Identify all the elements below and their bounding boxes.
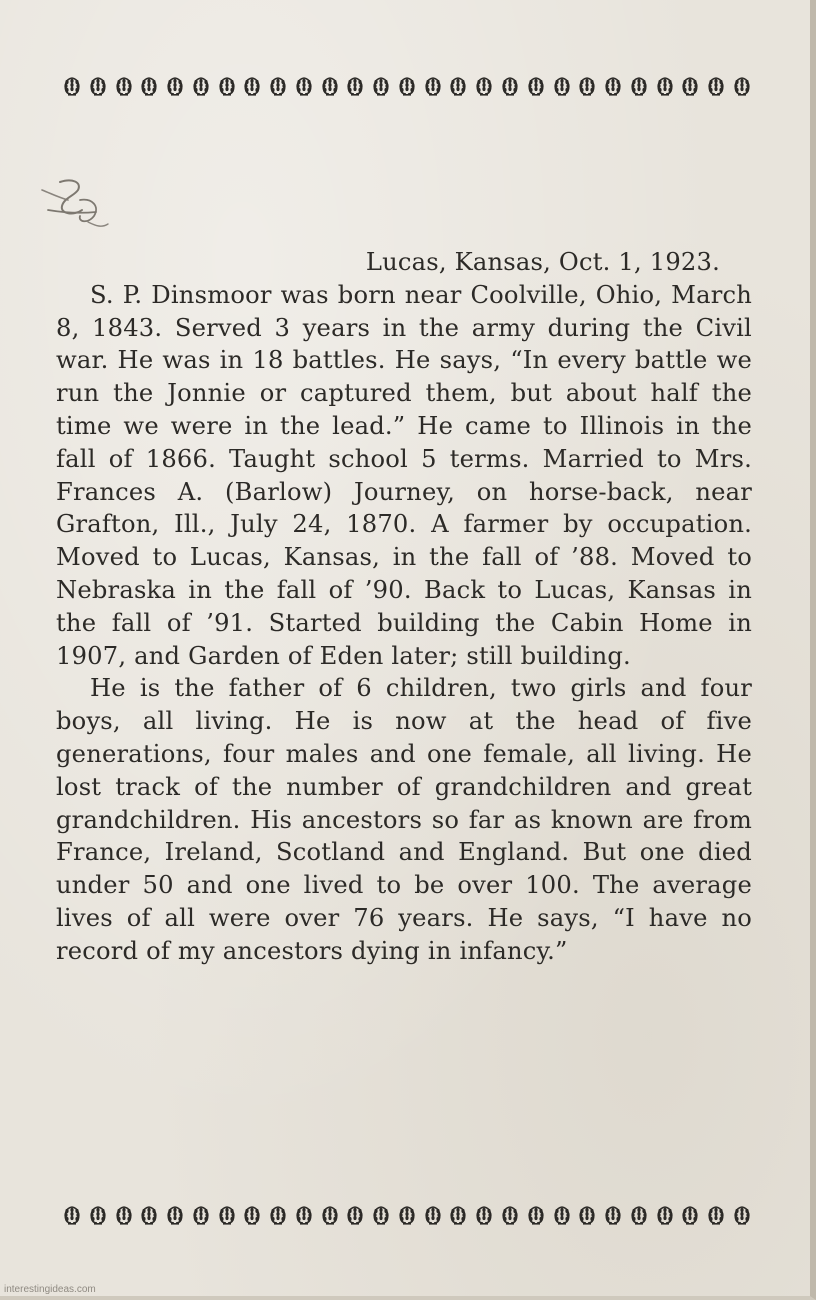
wreath-ornament-icon [114, 76, 134, 96]
wreath-ornament-icon [88, 76, 108, 96]
wreath-ornament-icon [242, 1205, 262, 1225]
wreath-ornament-icon [371, 1205, 391, 1225]
wreath-ornament-icon [526, 1205, 546, 1225]
wreath-ornament-icon [320, 1205, 340, 1225]
wreath-ornament-icon [88, 1205, 108, 1225]
wreath-ornament-icon [217, 76, 237, 96]
wreath-ornament-icon [577, 76, 597, 96]
wreath-ornament-icon [268, 1205, 288, 1225]
wreath-ornament-icon [423, 1205, 443, 1225]
wreath-ornament-icon [191, 1205, 211, 1225]
wreath-ornament-icon [629, 76, 649, 96]
wreath-ornament-icon [242, 76, 262, 96]
wreath-ornament-icon [345, 76, 365, 96]
wreath-ornament-icon [165, 1205, 185, 1225]
wreath-ornament-icon [577, 1205, 597, 1225]
wreath-ornament-icon [526, 76, 546, 96]
wreath-ornament-icon [706, 76, 726, 96]
wreath-ornament-icon [655, 1205, 675, 1225]
wreath-ornament-icon [320, 76, 340, 96]
wreath-ornament-icon [397, 76, 417, 96]
wreath-ornament-icon [603, 1205, 623, 1225]
wreath-ornament-icon [423, 76, 443, 96]
bottom-ornament-border [62, 1203, 752, 1227]
wreath-ornament-icon [629, 1205, 649, 1225]
pencil-scribble-mark [38, 176, 118, 240]
wreath-ornament-icon [474, 76, 494, 96]
dateline: Lucas, Kansas, Oct. 1, 1923. [365, 248, 720, 276]
biography-text [56, 246, 752, 968]
wreath-ornament-icon [603, 76, 623, 96]
wreath-ornament-icon [294, 1205, 314, 1225]
wreath-ornament-icon [680, 1205, 700, 1225]
wreath-ornament-icon [500, 1205, 520, 1225]
wreath-ornament-icon [345, 1205, 365, 1225]
wreath-ornament-icon [448, 1205, 468, 1225]
wreath-ornament-icon [680, 76, 700, 96]
wreath-ornament-icon [655, 76, 675, 96]
wreath-ornament-icon [294, 76, 314, 96]
wreath-ornament-icon [397, 1205, 417, 1225]
wreath-ornament-icon [217, 1205, 237, 1225]
wreath-ornament-icon [165, 76, 185, 96]
biography-paragraph-1: S. P. Dinsmoor was born near Coolville, Ohio, March 8, 1843. Served 3 years in the army during the Civil war. He was in 18 battles. He says, “In every battle we run the Jonnie or captured them, but about half the time we were in the lead.” He came to Illinois in the fall of 1866. Taught school 5 terms. Married to Mrs. Frances A. (Barlow) Journey, on horse-back, near Grafton, Ill., July 24, 1870. A farmer by occupation. Moved to Lucas, Kansas, in the fall of ’88. Moved to Nebraska in the fall of ’90. Back to Lucas, Kansas in the fall of ’91. Started building the Cabin Home in 1907, and Garden of Eden later; still building. [56, 280, 752, 670]
wreath-ornament-icon [706, 1205, 726, 1225]
wreath-ornament-icon [732, 76, 752, 96]
wreath-ornament-icon [732, 1205, 752, 1225]
wreath-ornament-icon [448, 76, 468, 96]
wreath-ornament-icon [114, 1205, 134, 1225]
biography-paragraph-2: He is the father of 6 children, two girls and four boys, all living. He is now at the head of five generations, four males and one female, all living. He lost track of the number of grandchildren and great grandchildren. His ancestors so far as known are from France, Ireland, Scotland and England. But one died under 50 and one lived to be over 100. The average lives of all were over 76 years. He says, “I have no record of my ancestors dying in infancy.” [56, 674, 752, 965]
wreath-ornament-icon [139, 1205, 159, 1225]
wreath-ornament-icon [500, 76, 520, 96]
wreath-ornament-icon [268, 76, 288, 96]
wreath-ornament-icon [191, 76, 211, 96]
source-watermark: interestingideas.com [4, 1284, 96, 1295]
wreath-ornament-icon [62, 76, 82, 96]
wreath-ornament-icon [552, 1205, 572, 1225]
wreath-ornament-icon [552, 76, 572, 96]
wreath-ornament-icon [371, 76, 391, 96]
wreath-ornament-icon [62, 1205, 82, 1225]
wreath-ornament-icon [474, 1205, 494, 1225]
top-ornament-border [62, 74, 752, 98]
wreath-ornament-icon [139, 76, 159, 96]
